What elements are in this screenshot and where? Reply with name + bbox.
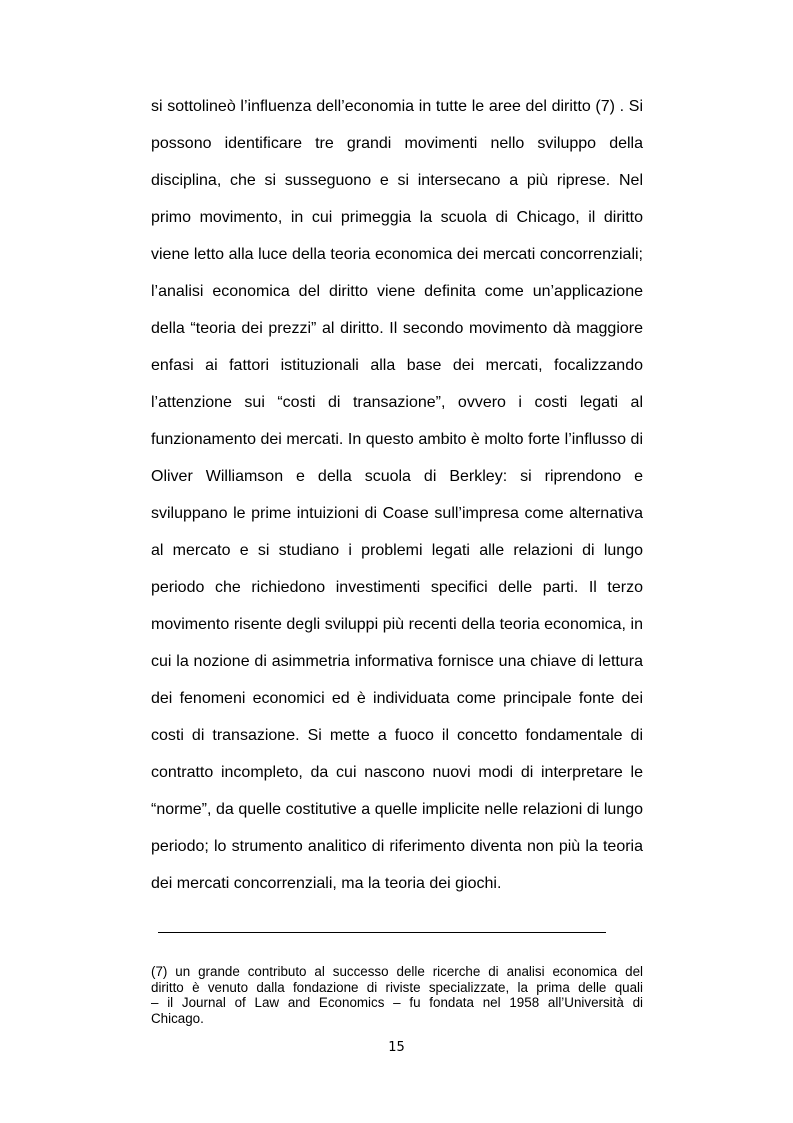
body-line: si sottolineò l’influenza dell’economia in tutte le aree del diritto (7) . Si [151, 98, 643, 115]
body-line: dei fenomeni economici ed è individuata come principale fonte dei [151, 690, 643, 707]
body-line: dei mercati concorrenziali, ma la teoria dei giochi. [151, 875, 502, 892]
body-line: costi di transazione. Si mette a fuoco il concetto fondamentale di [151, 727, 643, 744]
body-paragraph [151, 88, 643, 902]
body-line: contratto incompleto, da cui nascono nuovi modi di interpretare le [151, 764, 643, 781]
body-line: Oliver Williamson e della scuola di Berkley: si riprendono e [151, 468, 643, 485]
footnote-line: diritto è venuto dalla fondazione di riviste specializzate, la prima delle quali [151, 979, 643, 995]
page-number: 15 [388, 1040, 405, 1055]
body-line: enfasi ai fattori istituzionali alla base dei mercati, focalizzando [151, 357, 643, 374]
body-line: possono identificare tre grandi movimenti nello sviluppo della [151, 135, 643, 152]
footnote-line: (7) un grande contributo al successo delle ricerche di analisi economica del [151, 964, 643, 979]
footnote-line: Chicago. [151, 1010, 204, 1026]
body-line: l’analisi economica del diritto viene definita come un’applicazione [151, 283, 643, 300]
body-line: periodo che richiedono investimenti specifici delle parti. Il terzo [151, 579, 643, 596]
body-line: “norme”, da quelle costitutive a quelle implicite nelle relazioni di lungo [151, 801, 643, 818]
body-line: al mercato e si studiano i problemi legati alle relazioni di lungo [151, 542, 643, 559]
body-line: cui la nozione di asimmetria informativa fornisce una chiave di lettura [151, 653, 643, 670]
body-line: movimento risente degli sviluppi più recenti della teoria economica, in [151, 616, 643, 633]
body-line: sviluppano le prime intuizioni di Coase sull’impresa come alternativa [151, 505, 643, 522]
body-line: disciplina, che si susseguono e si intersecano a più riprese. Nel [151, 172, 643, 189]
body-line: della “teoria dei prezzi” al diritto. Il secondo movimento dà maggiore [151, 320, 643, 337]
body-line: periodo; lo strumento analitico di riferimento diventa non più la teoria [151, 838, 643, 855]
footnote [151, 964, 643, 1026]
footnote-line: – il Journal of Law and Economics – fu fondata nel 1958 all’Università di [151, 995, 643, 1010]
footnote-separator [158, 932, 606, 933]
body-line: funzionamento dei mercati. In questo ambito è molto forte l’influsso di [151, 431, 643, 448]
body-line: primo movimento, in cui primeggia la scuola di Chicago, il diritto [151, 209, 643, 226]
body-line: l’attenzione sui “costi di transazione”, ovvero i costi legati al [151, 394, 643, 411]
body-line: viene letto alla luce della teoria economica dei mercati concorrenziali; [151, 246, 643, 263]
